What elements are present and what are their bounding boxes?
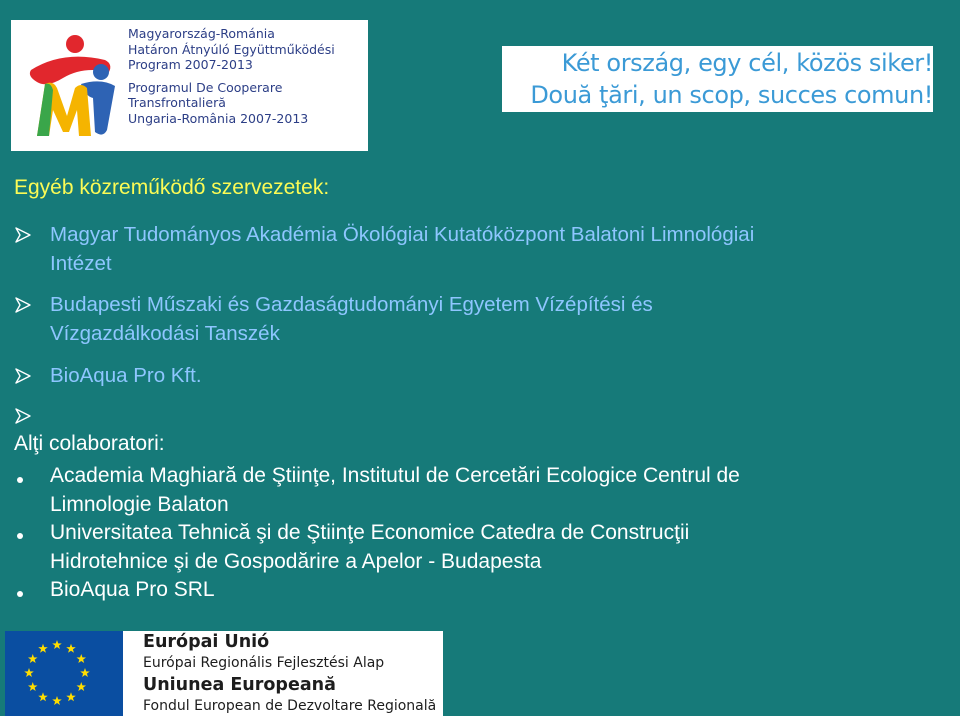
- program-line: Program 2007-2013: [128, 57, 253, 73]
- hu-item-line: Vízgazdálkodási Tanszék: [50, 322, 280, 345]
- hu-heading: Egyéb közreműködő szervezetek:: [14, 176, 330, 199]
- hu-item-line: BioAqua Pro Kft.: [50, 364, 202, 387]
- eu-logo-box: [5, 631, 443, 716]
- program-line: Határon Átnyúló Együttműködési: [128, 41, 335, 57]
- slogan-box: [502, 46, 933, 112]
- eu-flag-icon: [5, 631, 123, 716]
- program-title: [128, 26, 364, 127]
- ro-item-line: BioAqua Pro SRL: [50, 578, 215, 601]
- ro-item-line: Limnologie Balaton: [50, 493, 229, 516]
- eu-fund-hu: Európai Regionális Fejlesztési Alap: [143, 655, 385, 671]
- program-line: Transfrontalieră: [128, 95, 226, 111]
- program-line: Ungaria-România 2007-2013: [128, 110, 309, 126]
- program-logo-box: [11, 20, 368, 151]
- bullet-dot-icon: [17, 591, 23, 597]
- eu-title-ro: Uniunea Europeană: [143, 675, 336, 695]
- bullet-arrow-icon: [14, 226, 32, 244]
- bullet-arrow-icon: [14, 407, 32, 425]
- hu-item-line: Budapesti Műszaki és Gazdaságtudományi Egyetem Vízépítési és: [50, 293, 653, 316]
- program-logo-icon: [23, 26, 123, 144]
- ro-item-line: Universitatea Tehnică şi de Ştiinţe Economice Catedra de Construcţii: [50, 521, 690, 544]
- bullet-arrow-icon: [14, 367, 32, 385]
- bullet-arrow-icon: [14, 296, 32, 314]
- bullet-dot-icon: [17, 477, 23, 483]
- ro-item-line: Academia Maghiară de Ştiinţe, Institutul de Cercetări Ecologice Centrul de: [50, 464, 740, 487]
- hu-item-line: Magyar Tudományos Akadémia Ökológiai Kutatóközpont Balatoni Limnológiai: [50, 223, 755, 246]
- program-line: Magyarország-Románia: [128, 26, 275, 41]
- eu-fund-ro: Fondul European de Dezvoltare Regională: [143, 698, 437, 714]
- ro-item-line: Hidrotehnice şi de Gospodărire a Apelor - Budapesta: [50, 550, 542, 573]
- slogan-hu: Két ország, egy cél, közös siker!: [561, 49, 933, 77]
- eu-text: [143, 631, 443, 716]
- hu-item-line: Intézet: [50, 252, 112, 275]
- eu-title-hu: Európai Unió: [143, 632, 270, 652]
- program-line: Programul De Cooperare: [128, 79, 283, 95]
- bullet-dot-icon: [17, 533, 23, 539]
- ro-heading: Alţi colaboratori:: [14, 432, 165, 455]
- slogan-ro: Două ţări, un scop, succes comun!: [530, 81, 933, 109]
